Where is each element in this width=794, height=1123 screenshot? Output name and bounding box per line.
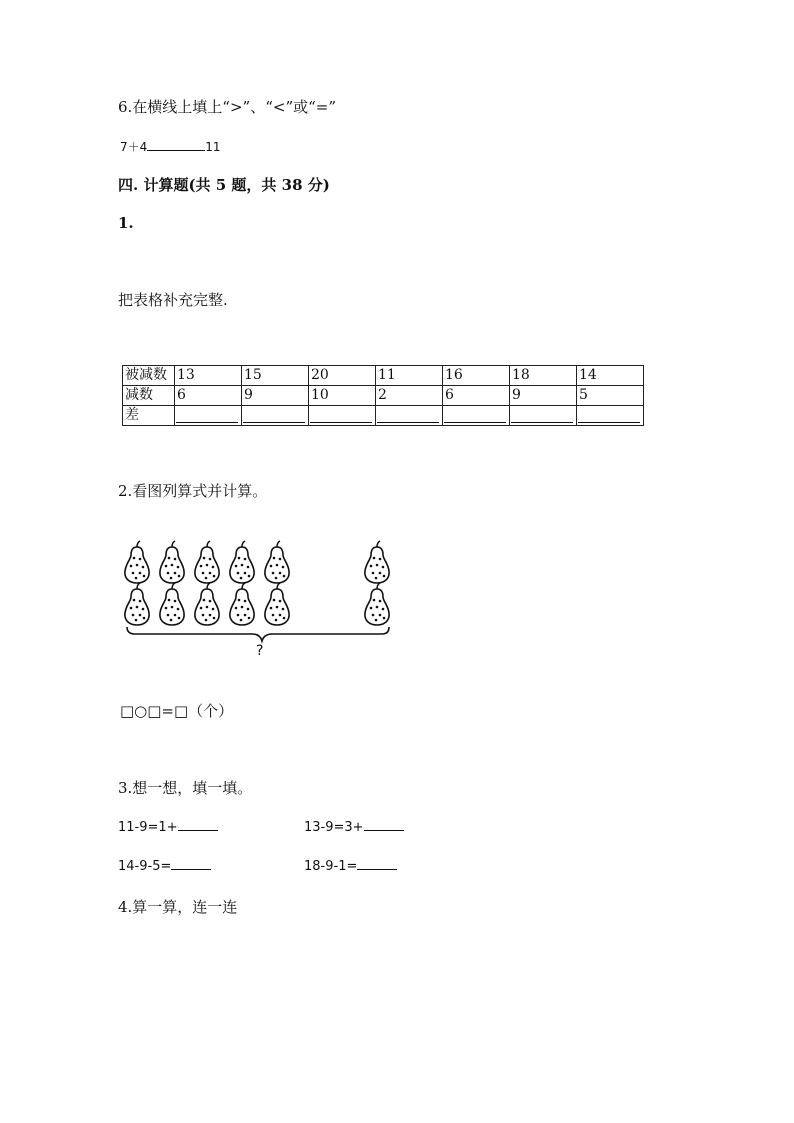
pear-icon — [365, 541, 389, 583]
p3-item — [304, 818, 404, 835]
table-row-minuend — [123, 366, 644, 386]
difference-blank[interactable] — [511, 408, 573, 423]
subtrahend-cell: 6 — [443, 386, 510, 406]
difference-blank[interactable] — [444, 408, 506, 423]
q6-expression — [120, 138, 221, 155]
minuend-cell: 16 — [443, 366, 510, 386]
subtrahend-cell: 6 — [175, 386, 242, 406]
q6-left: 7＋4 — [120, 140, 148, 154]
p3-item-text: 11-9=1+ — [118, 820, 178, 835]
p3-answer-blank[interactable] — [178, 818, 218, 831]
pear-icon — [365, 583, 389, 625]
minuend-cell: 14 — [577, 366, 644, 386]
p3-item — [118, 818, 218, 835]
difference-blank[interactable] — [310, 408, 372, 423]
p3-item-text: 14-9-5= — [118, 859, 172, 874]
minuend-cell: 13 — [175, 366, 242, 386]
table-row-subtrahend — [123, 386, 644, 406]
p3-answer-blank[interactable] — [364, 818, 404, 831]
pear-icon — [125, 583, 149, 625]
p3-item — [118, 857, 211, 874]
section-heading: 四. 计算题(共 5 题，共 38 分) — [118, 176, 330, 194]
p2-formula[interactable]: □○□=□（个） — [120, 702, 234, 720]
pear-icon — [230, 583, 254, 625]
p3-item-text: 13-9=3+ — [304, 820, 364, 835]
brace — [127, 627, 389, 641]
difference-cell[interactable] — [309, 406, 376, 426]
difference-cell[interactable] — [175, 406, 242, 426]
table-row-difference — [123, 406, 644, 426]
difference-cell[interactable] — [242, 406, 309, 426]
difference-cell[interactable] — [443, 406, 510, 426]
pear-icon — [230, 541, 254, 583]
minuend-cell: 18 — [510, 366, 577, 386]
subtrahend-cell: 2 — [376, 386, 443, 406]
pear-icon — [265, 583, 289, 625]
subtraction-table — [122, 365, 644, 426]
difference-blank[interactable] — [377, 408, 439, 423]
p3-title: 3.想一想，填一填。 — [118, 779, 253, 797]
p4-title: 4.算一算，连一连 — [118, 898, 238, 916]
question-mark: ? — [256, 643, 264, 659]
minuend-cell: 20 — [309, 366, 376, 386]
p3-answer-blank[interactable] — [171, 857, 211, 870]
pear-icon — [195, 583, 219, 625]
subtrahend-cell: 10 — [309, 386, 376, 406]
difference-cell[interactable] — [577, 406, 644, 426]
p3-item-text: 18-9-1= — [304, 859, 358, 874]
p1-number: 1. — [118, 214, 134, 232]
difference-blank[interactable] — [243, 408, 305, 423]
row-label-difference: 差 — [123, 406, 175, 426]
pear-icon — [125, 541, 149, 583]
difference-blank[interactable] — [176, 408, 238, 423]
minuend-cell: 15 — [242, 366, 309, 386]
q6-answer-blank[interactable] — [147, 138, 205, 151]
difference-blank[interactable] — [578, 408, 640, 423]
p1-instruction: 把表格补充完整. — [118, 291, 228, 309]
pear-icon — [265, 541, 289, 583]
pear-icon — [195, 541, 219, 583]
minuend-cell: 11 — [376, 366, 443, 386]
q6-title: 6.在横线上填上“>”、“<”或“=” — [118, 98, 337, 116]
q6-right: 11 — [205, 140, 221, 154]
pear-icon — [160, 583, 184, 625]
p3-answer-blank[interactable] — [357, 857, 397, 870]
p3-item — [304, 857, 397, 874]
difference-cell[interactable] — [510, 406, 577, 426]
p2-title: 2.看图列算式并计算。 — [118, 482, 268, 500]
row-label-subtrahend: 减数 — [123, 386, 175, 406]
row-label-minuend: 被减数 — [123, 366, 175, 386]
subtrahend-cell: 5 — [577, 386, 644, 406]
pear-icon — [160, 541, 184, 583]
subtrahend-cell: 9 — [510, 386, 577, 406]
difference-cell[interactable] — [376, 406, 443, 426]
subtrahend-cell: 9 — [242, 386, 309, 406]
